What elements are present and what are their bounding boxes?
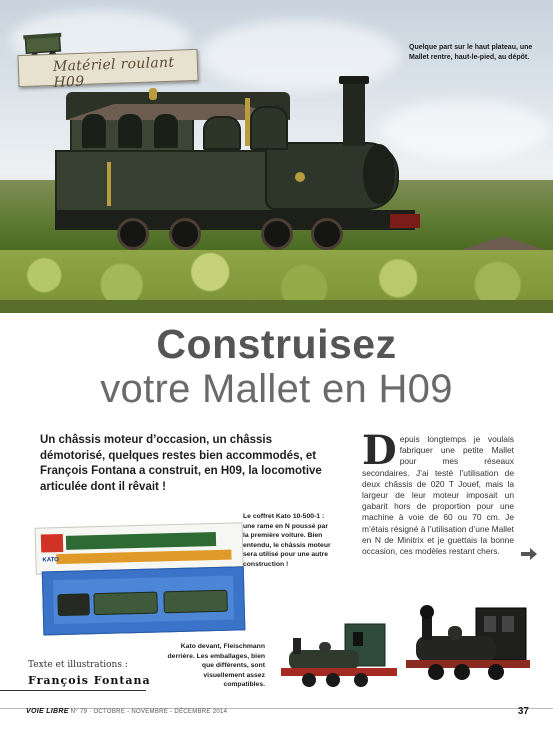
loco-wheel [169,218,201,250]
author-name: François Fontana [28,674,151,687]
caption-kato: Le coffret Kato 10-500-1 : une rame en N poussé par la première voiture. Bien entendu, le châssis moteur sera utilisé pour une autre construction ! [243,513,331,568]
article-body-text: epuis longtemps je voulais fabriquer une petite Mallet pour mes réseaux secondaires. J’ai testé l’utilisation de deux châssis de 020 T Jouef, mais la largeur de leur moteur imposait un gabarit hors de proportion pour une machine à voie de 60 ou 70 cm. Je m’étais résigné à l’utilisation d’une Mallet en N de Minitrix et je guettais la bonne occasion, ces modèles restant chers. [362,434,514,557]
credit-label: Texte et illustrations : [28,660,128,670]
article-body [362,427,514,557]
loco-frame [55,210,415,230]
section-tag-label: Matériel roulant H09 [52,54,175,91]
loco-wheel [261,218,293,250]
loco-dome [250,106,288,150]
article-title-line1: Construisez [156,321,397,367]
drop-cap: D [362,427,397,474]
magazine-logo: VOIE LIBRE [26,708,69,715]
kato-box-label: KATO [42,557,60,564]
page-number: 37 [517,706,529,717]
kato-box-tray [42,566,246,635]
kato-locomotive-photo [275,620,403,690]
footer [26,708,227,715]
continue-arrow-icon [521,548,537,560]
mallet-locomotive [45,80,440,275]
fleischmann-locomotive-photo [396,604,534,684]
loco-wheel [311,218,343,250]
section-tag [17,49,198,91]
article-lead: Un châssis moteur d’occasion, un châssis démotorisé, quelques restes bien accommodés, et François Fontana a construit, en H09, la locomotive articulée dont il rêvait ! [40,434,322,493]
photo-caption-top: Quelque part sur le haut plateau, une Mallet rentre, haut-le-pied, au dépôt. [409,44,533,61]
loco-smokebox [363,144,395,204]
loco-wheel [117,218,149,250]
issue-info: N° 79 · OCTOBRE - NOVEMBRE - DÉCEMBRE 2014 [70,709,228,715]
loco-buffer [390,214,420,228]
caption-bottom: Kato devant, Fleischmann derrière. Les emballages, bien que différents, sont visuellement assez compatibles. [167,643,265,689]
loco-chimney [343,80,365,146]
article-title-line2: votre Mallet en H09 [100,367,453,411]
loco-dome [203,116,241,150]
kato-box-photo [35,522,244,635]
author-underline [0,690,146,691]
